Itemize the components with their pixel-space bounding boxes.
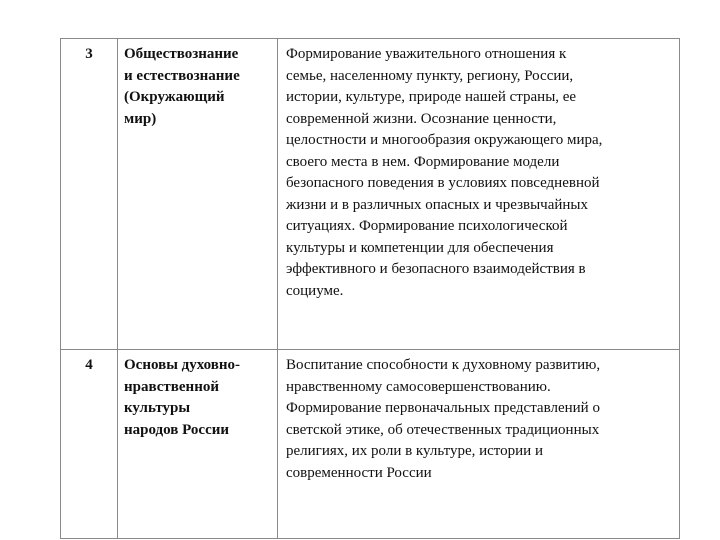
description-line: семье, населенному пункту, региону, России, (286, 67, 574, 84)
description-line: современной жизни. Осознание ценности, (286, 110, 557, 127)
subject-cell (118, 39, 278, 350)
subject-line: Обществознание (124, 46, 239, 62)
description-line: нравственному самосовершенствованию. (286, 378, 551, 395)
description-line: истории, культуре, природе нашей страны, ее (286, 89, 577, 105)
description-line: Формирование уважительного отношения к (286, 46, 567, 62)
description-cell (278, 39, 680, 350)
row-number: 4 (61, 350, 118, 539)
description-cell (278, 350, 680, 539)
description-line: своего места в нем. Формирование модели (286, 153, 560, 170)
description-line: светской этике, об отечественных традиционных (286, 421, 600, 438)
description-line: безопасного поведения в условиях повседневной (286, 175, 600, 191)
subject-line: мир) (124, 110, 157, 127)
description-line: социуме. (286, 282, 344, 299)
row-number: 3 (61, 39, 118, 350)
description-line: культуры и компетенции для обеспечения (286, 239, 554, 256)
description-line: жизни и в различных опасных и чрезвычайных (286, 196, 589, 213)
subject-line: и естествознание (124, 67, 240, 84)
description-line: Воспитание способности к духовному развитию, (286, 357, 601, 373)
subject-line: нравственной (124, 378, 219, 395)
subject-cell (118, 350, 278, 539)
subject-line: (Окружающий (124, 89, 225, 105)
subject-line: Основы духовно- (124, 357, 241, 373)
description-line: ситуациях. Формирование психологической (286, 218, 568, 234)
table-row (61, 350, 680, 539)
subject-line: культуры (124, 400, 191, 416)
description-line: целостности и многообразия окружающего мира, (286, 132, 603, 148)
description-line: религиях, их роли в культуре, истории и (286, 443, 543, 459)
description-line: эффективного и безопасного взаимодействия в (286, 261, 586, 277)
description-line: современности России (286, 464, 432, 481)
description-line: Формирование первоначальных представлений о (286, 400, 600, 416)
subject-line: народов России (124, 421, 230, 438)
table-row (61, 39, 680, 350)
curriculum-table (60, 38, 680, 539)
